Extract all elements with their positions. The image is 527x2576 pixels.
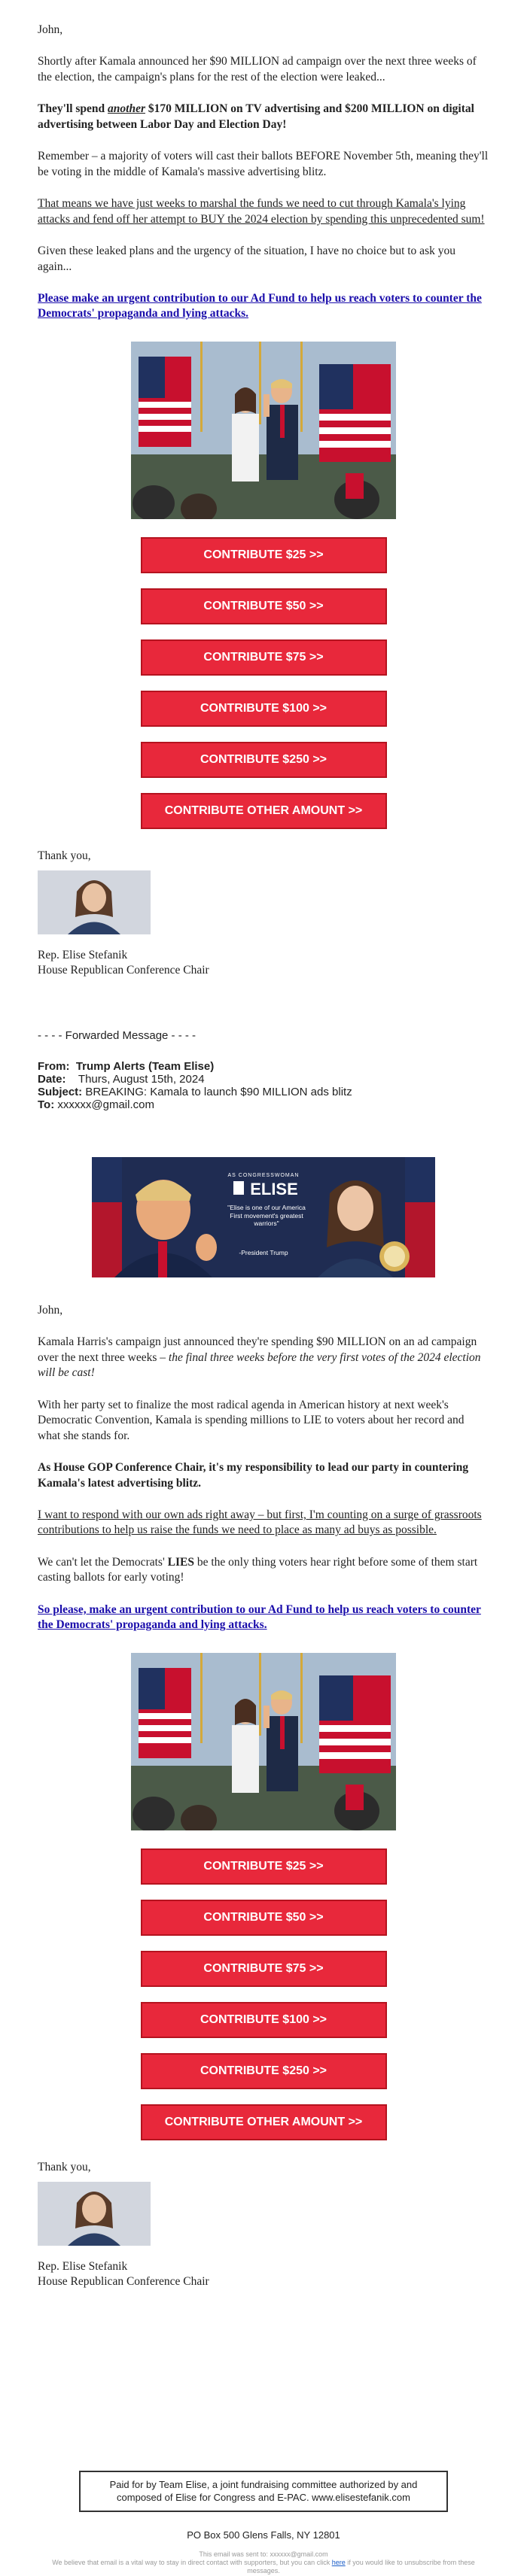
contribute-100-button-2[interactable]: CONTRIBUTE $100 >> (141, 2002, 387, 2038)
thank-you: Thank you, (38, 849, 91, 863)
greeting: John, (38, 23, 63, 36)
contribute-other-button[interactable]: CONTRIBUTE OTHER AMOUNT >> (141, 793, 387, 829)
contribute-250-button-2[interactable]: CONTRIBUTE $250 >> (141, 2053, 387, 2089)
rally-photo-2[interactable] (131, 1653, 396, 1830)
paragraph-1: Shortly after Kamala announced her $90 MILLION ad campaign over the next three weeks of the election, the campaign's plans for the rest of the election were leaked... (38, 55, 477, 84)
contribute-50-button-2[interactable]: CONTRIBUTE $50 >> (141, 1900, 387, 1936)
sent-to-notice: This email was sent to: xxxxxx@gmail.com (199, 2550, 328, 2558)
contribute-25-button[interactable]: CONTRIBUTE $25 >> (141, 537, 387, 573)
rally-photo[interactable] (131, 342, 396, 519)
signer-title: House Republican Conference Chair (38, 964, 209, 977)
email2-paragraph-5: We can't let the Democrats' LIES be the only thing voters hear right before some of them start casting ballots for early voting! (38, 1555, 478, 1584)
forwarded-date: Date: Thurs, August 15th, 2024 (38, 1072, 205, 1086)
thank-you-2: Thank you, (38, 2161, 91, 2174)
email2-paragraph-2: With her party set to finalize the most radical agenda in American history at next week's Democratic Convention, Kamala is spending millions to LIE to voters about her record and what she stands for. (38, 1398, 465, 1442)
contribute-25-button-2[interactable]: CONTRIBUTE $25 >> (141, 1848, 387, 1885)
forwarded-title: - - - - Forwarded Message - - - - (38, 1028, 196, 1042)
paragraph-2: They'll spend another $170 MILLION on TV advertising and $200 MILLION on digital advertising between Labor Day and Election Day! (38, 102, 474, 131)
forwarded-header (38, 1028, 489, 1112)
contribute-50-button[interactable]: CONTRIBUTE $50 >> (141, 588, 387, 624)
contribute-100-button[interactable]: CONTRIBUTE $100 >> (141, 691, 387, 727)
banner-title: ELISE (250, 1179, 298, 1198)
contribute-250-button[interactable]: CONTRIBUTE $250 >> (141, 742, 387, 778)
forwarded-from: From: Trump Alerts (Team Elise) (38, 1059, 215, 1073)
contribute-75-button[interactable]: CONTRIBUTE $75 >> (141, 639, 387, 676)
banner-logo-mark (233, 1181, 244, 1195)
signature-2 (38, 2160, 489, 2289)
unsubscribe-link[interactable]: here (331, 2559, 346, 2567)
email2-paragraph-4: I want to respond with our own ads right away – but first, I'm counting on a surge of grassroots contributions to help us raise the funds we need to place as many ad buys as possible. (38, 1508, 482, 1537)
contribute-other-button-2[interactable]: CONTRIBUTE OTHER AMOUNT >> (141, 2104, 387, 2140)
email2-paragraph-1: Kamala Harris's campaign just announced they're spending $90 MILLION on an ad campaign over the next three weeks – the final three weeks before the very first votes of the 2024 election will be cast! (38, 1335, 481, 1380)
paragraph-4: That means we have just weeks to marshal the funds we need to cut through Kamala's lying attacks and fend off her attempt to BUY the 2024 election by spending this unprecedented sum! (38, 197, 485, 226)
forwarded-subject: Subject: BREAKING: Kamala to launch $90 MILLION ads blitz (38, 1086, 352, 1098)
greeting-2: John, (38, 1303, 63, 1317)
paid-for-disclaimer: Paid for by Team Elise, a joint fundraising committee authorized by and composed of Elise for Congress and E-PAC. www.elisestefanik.com (79, 2471, 448, 2512)
contribution-buttons (38, 537, 489, 829)
paragraph-3: Remember – a majority of voters will cast their ballots BEFORE November 5th, meaning they'll be voting in the middle of Kamala's massive advertising blitz. (38, 150, 489, 178)
signature-avatar (38, 870, 151, 934)
signature-avatar-2 (38, 2182, 151, 2246)
signature (38, 849, 489, 978)
banner-quote: "Elise is one of our America First movement's greatest warriors" (227, 1203, 306, 1227)
signer-name: Rep. Elise Stefanik (38, 948, 128, 961)
contribution-buttons-2 (38, 1848, 489, 2140)
ad-fund-link[interactable]: Please make an urgent contribution to our Ad Fund to help us reach voters to counter the Democrats' propaganda and lying attacks. (38, 291, 482, 320)
signer-title-2: House Republican Conference Chair (38, 2275, 209, 2289)
mailing-address: PO Box 500 Glens Falls, NY 12801 (187, 2529, 340, 2541)
signer-name-2: Rep. Elise Stefanik (38, 2259, 128, 2273)
contribute-75-button-2[interactable]: CONTRIBUTE $75 >> (141, 1951, 387, 1987)
endorsement-banner[interactable] (92, 1157, 435, 1277)
unsubscribe-notice: We believe that email is a vital way to stay in direct contact with supporters, but you can click here if you would like to unsubscribe from these messages. (52, 2559, 475, 2575)
banner-attribution: -President Trump (239, 1248, 288, 1256)
banner-kicker: AS CONGRESSWOMAN (227, 1172, 300, 1178)
email2-paragraph-3: As House GOP Conference Chair, it's my responsibility to lead our party in countering Kamala's latest advertising blitz. (38, 1461, 469, 1490)
forwarded-to: To: xxxxxx@gmail.com (38, 1098, 154, 1112)
ad-fund-link-2[interactable]: So please, make an urgent contribution to our Ad Fund to help us reach voters to counter the Democrats' propaganda and lying attacks. (38, 1602, 481, 1632)
paragraph-5: Given these leaked plans and the urgency of the situation, I have no choice but to ask you again... (38, 245, 455, 273)
footer-fine-print (38, 2550, 489, 2576)
email-body (38, 0, 489, 2576)
